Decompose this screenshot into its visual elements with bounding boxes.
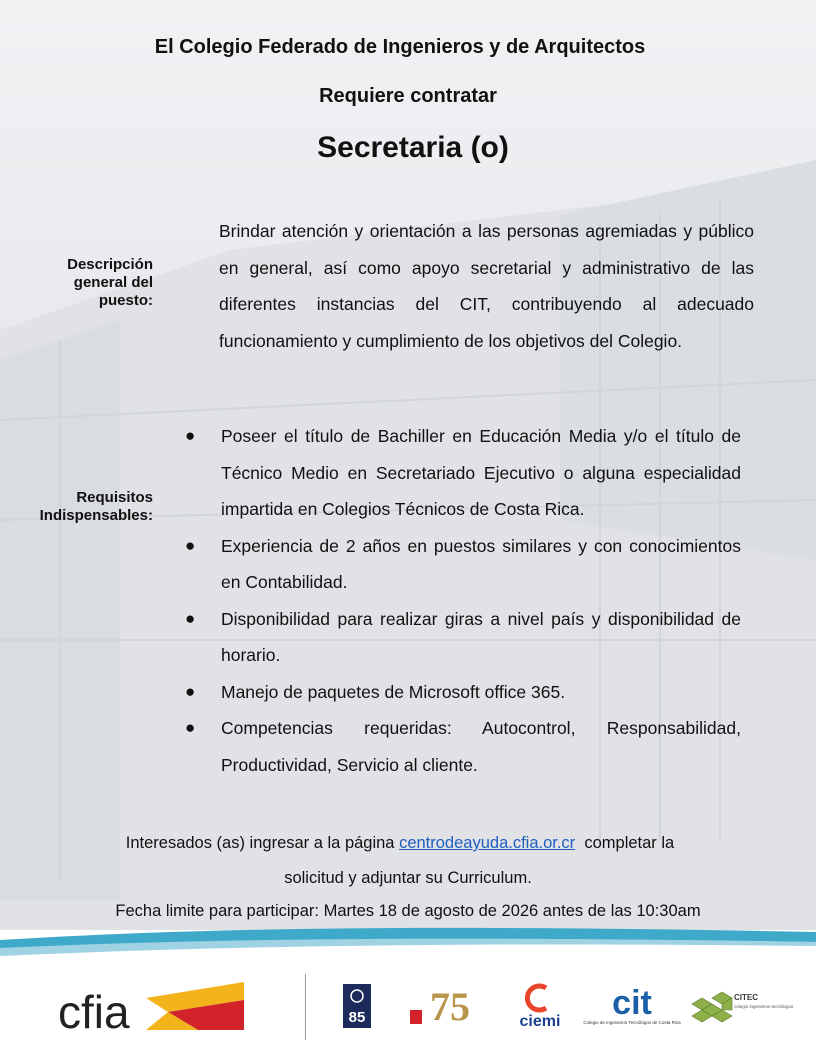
logo-divider xyxy=(305,974,306,1040)
logo-bar xyxy=(0,966,816,1046)
citec-logo xyxy=(690,986,794,1030)
requirements-label: Requisitos Indispensables: xyxy=(39,489,153,524)
footer-instructions-line2: solicitud y adjuntar su Curriculum. xyxy=(284,869,532,887)
decorative-wave xyxy=(0,918,816,958)
svg-text:ciemi: ciemi xyxy=(519,1013,561,1030)
svg-text:CITEC: CITEC xyxy=(734,993,758,1002)
description-text: Brindar atención y orientación a las personas agremiadas y público en general, así como apoyo secretarial y administrativo de las diferentes instancias del CIT, contribuyendo al adecuado funcionamiento y cumplimiento de los objetivos del Colegio. xyxy=(219,221,754,351)
bullet-icon: ● xyxy=(185,535,196,555)
svg-text:cit: cit xyxy=(612,984,652,1022)
footer-instructions: Interesados (as) ingresar a la página centrodeayuda.cfia.or.cr completar la xyxy=(125,834,675,852)
cfia-logo xyxy=(58,978,244,1038)
bullet-icon: ● xyxy=(185,718,196,737)
cfia-logo-text: cfia xyxy=(58,986,130,1038)
list-item: ● Competencias requeridas: Autocontrol, Responsabilidad, Productividad, Servicio al cliente. xyxy=(185,710,741,783)
position-title: Secretaria (o) xyxy=(317,131,509,164)
list-item: ● Disponibilidad para realizar giras a nivel país y disponibilidad de horario. xyxy=(185,601,741,674)
bullet-icon: ● xyxy=(185,426,196,445)
svg-text:85: 85 xyxy=(348,1009,366,1026)
description-label: Descripción general del puesto: xyxy=(67,256,153,309)
list-item: ● Experiencia de 2 años en puestos similares y con conocimientos en Contabilidad. xyxy=(185,528,741,601)
organization-title: El Colegio Federado de Ingenieros y de Arquitectos xyxy=(154,36,646,58)
list-item: ● Poseer el título de Bachiller en Educación Media y/o el título de Técnico Medio en Secretariado Ejecutivo o alguna especialidad impartida en Colegios Técnicos de Costa Rica. xyxy=(185,418,741,528)
anniversary-75-logo xyxy=(410,980,480,1030)
requirements-list xyxy=(185,418,741,783)
ciemi-logo xyxy=(510,984,570,1030)
bullet-icon: ● xyxy=(185,681,196,701)
svg-text:colegio ingenieros tecnólogos: colegio ingenieros tecnólogos xyxy=(734,1004,794,1009)
svg-text:Colegio de Ingenieros Tecnólog: Colegio de Ingenieros Tecnólogos de Costa Rica xyxy=(583,1020,681,1025)
hiring-subtitle: Requiere contratar xyxy=(319,85,497,107)
anniversary-85-logo xyxy=(343,984,371,1028)
cit-logo xyxy=(583,980,681,1032)
deadline-text: Fecha limite para participar: Martes 18 de agosto de 2026 antes de las 10:30am xyxy=(115,902,701,920)
list-item: ● Manejo de paquetes de Microsoft office 365. xyxy=(185,674,741,711)
help-center-link[interactable]: centrodeayuda.cfia.or.cr xyxy=(399,834,576,852)
bullet-icon: ● xyxy=(185,608,196,628)
svg-text:75: 75 xyxy=(430,984,470,1029)
